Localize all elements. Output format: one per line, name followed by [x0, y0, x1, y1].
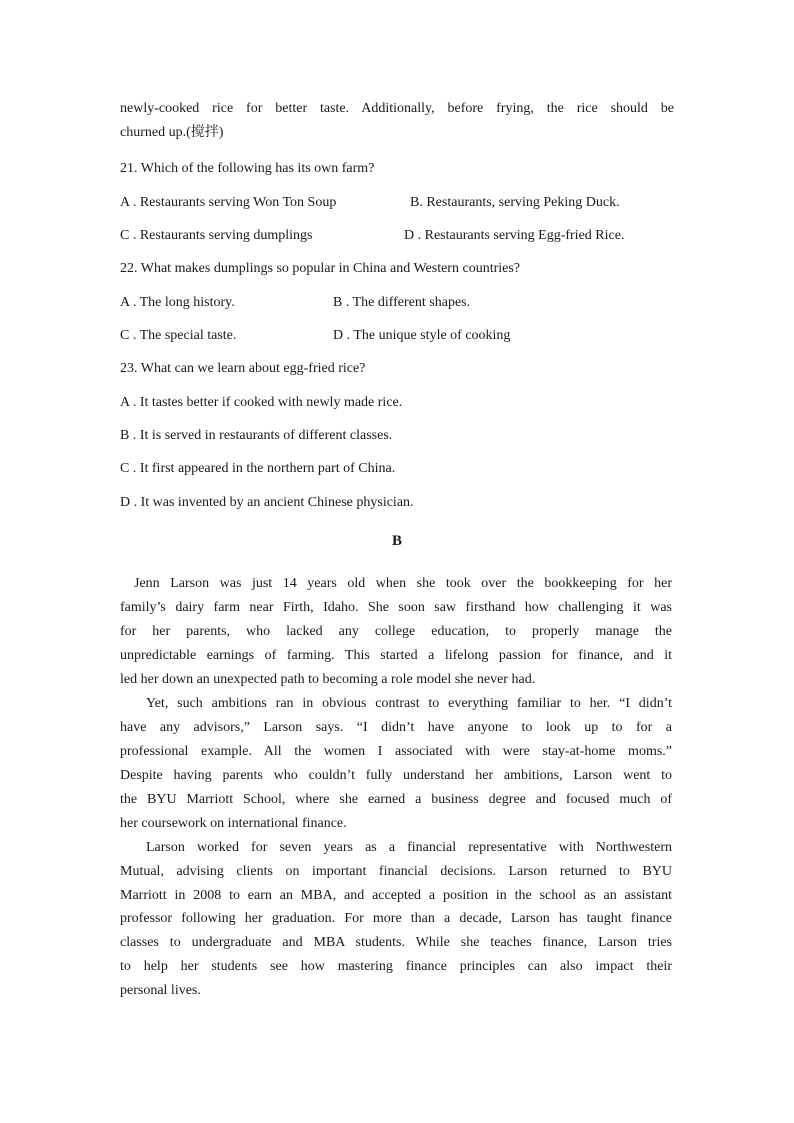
- passage-line: Mutual, advising clients on important financial decisions. Larson returned to BYU: [120, 864, 672, 879]
- passage-line: professional example. All the women I associated with were stay-at-home moms.”: [120, 744, 672, 759]
- passage-line: her coursework on international finance.: [120, 816, 347, 831]
- passage-line: the BYU Marriott School, where she earned a business degree and focused much of: [120, 792, 672, 807]
- intro-line: newly-cooked rice for better taste. Additionally, before frying, the rice should be: [120, 101, 674, 116]
- answer-option: A . Restaurants serving Won Ton Soup: [120, 195, 337, 210]
- passage-line: family’s dairy farm near Firth, Idaho. She soon saw firsthand how challenging it was: [120, 600, 672, 615]
- passage-line: Despite having parents who couldn’t fully understand her ambitions, Larson went to: [120, 768, 672, 783]
- passage-line: have any advisors,” Larson says. “I didn’t have anyone to look up to for a: [120, 720, 672, 735]
- answer-option: B . The different shapes.: [333, 295, 471, 310]
- passage-line: led her down an unexpected path to becoming a role model she never had.: [120, 672, 536, 687]
- answer-option: C . It first appeared in the northern part of China.: [120, 461, 396, 476]
- answer-option: D . The unique style of cooking: [333, 328, 511, 343]
- passage-line: to help her students see how mastering finance principles can also impact their: [120, 959, 672, 974]
- passage-line: classes to undergraduate and MBA students. While she teaches finance, Larson tries: [120, 935, 672, 950]
- intro-line: churned up.(搅拌): [120, 125, 224, 140]
- answer-option: B . It is served in restaurants of different classes.: [120, 428, 393, 443]
- passage-line: Jenn Larson was just 14 years old when she took over the bookkeeping for her: [134, 576, 672, 591]
- question-stem: 21. Which of the following has its own farm?: [120, 161, 375, 176]
- section-heading: B: [391, 533, 402, 549]
- passage-line: personal lives.: [120, 983, 201, 998]
- answer-option: C . The special taste.: [120, 328, 237, 343]
- question-stem: 22. What makes dumplings so popular in China and Western countries?: [120, 261, 521, 276]
- answer-option: D . Restaurants serving Egg-fried Rice.: [404, 228, 625, 243]
- question-stem: 23. What can we learn about egg-fried rice?: [120, 361, 366, 376]
- passage-line: Marriott in 2008 to earn an MBA, and accepted a position in the school as an assistant: [120, 888, 672, 903]
- passage-line: unpredictable earnings of farming. This started a lifelong passion for finance, and it: [120, 648, 672, 663]
- answer-option: C . Restaurants serving dumplings: [120, 228, 313, 243]
- passage-line: Larson worked for seven years as a financial representative with Northwestern: [146, 840, 672, 855]
- passage-line: for her parents, who lacked any college education, to properly manage the: [120, 624, 672, 639]
- answer-option: B. Restaurants, serving Peking Duck.: [410, 195, 620, 210]
- passage-line: Yet, such ambitions ran in obvious contrast to everything familiar to her. “I didn’t: [146, 696, 672, 711]
- answer-option: D . It was invented by an ancient Chinese physician.: [120, 495, 414, 510]
- passage-line: professor following her graduation. For more than a decade, Larson has taught finance: [120, 911, 672, 926]
- answer-option: A . The long history.: [120, 295, 235, 310]
- answer-option: A . It tastes better if cooked with newly made rice.: [120, 395, 403, 410]
